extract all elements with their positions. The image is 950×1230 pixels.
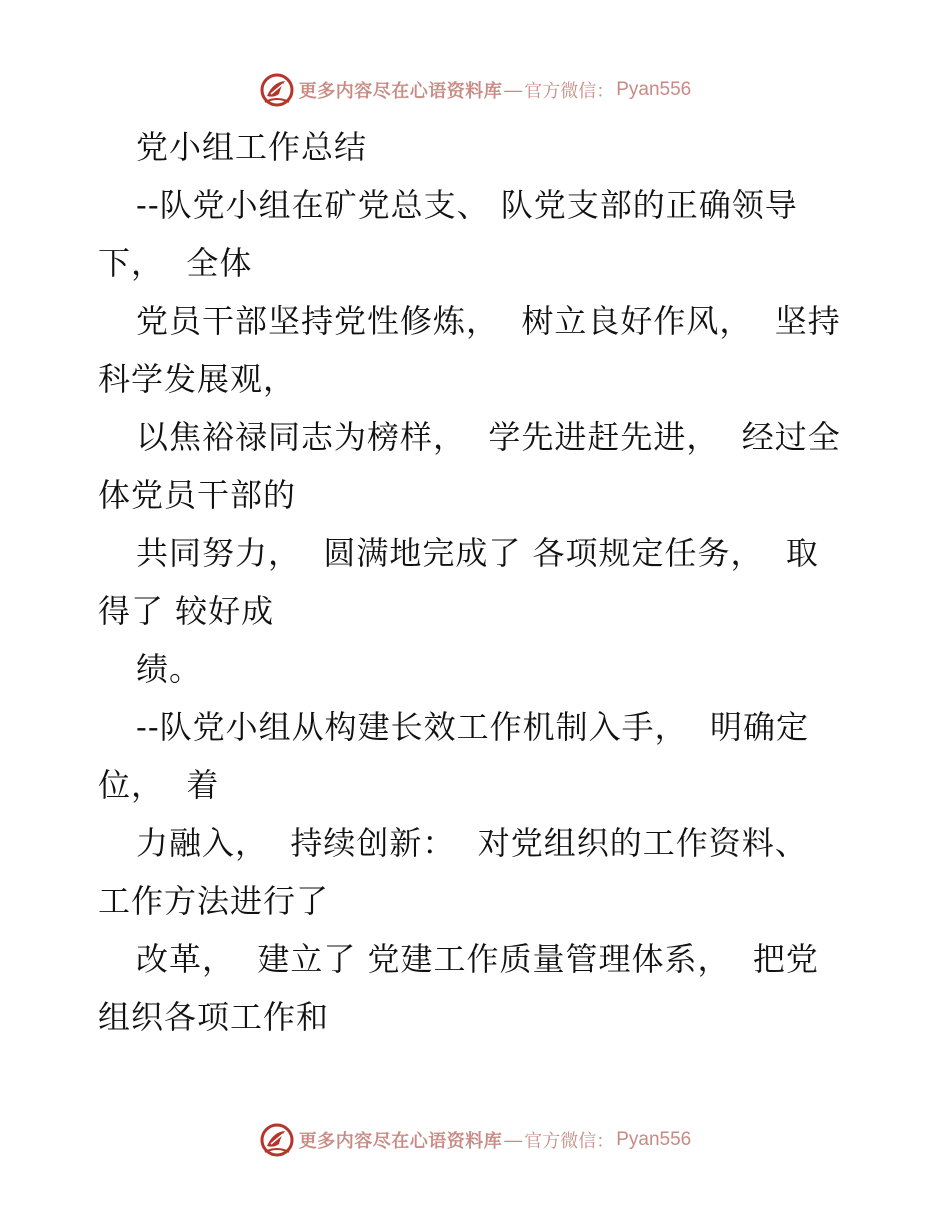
brand-logo-icon xyxy=(259,1122,295,1158)
watermark-wechat-label: 官方微信： xyxy=(524,1131,615,1152)
watermark-wechat-id: Pyan556 xyxy=(616,79,692,100)
paragraph-line: 以焦裕禄同志为榜样， 学先进赶先进， 经过全 xyxy=(136,418,841,456)
brand-logo-icon xyxy=(259,72,295,108)
paragraph-line: 共同努力， 圆满地完成了 各项规定任务， 取 xyxy=(136,534,819,572)
paragraph-line: 得了 较好成 xyxy=(98,592,275,630)
watermark-brand-text: 更多内容尽在心语资料库 xyxy=(298,81,503,102)
paragraph-line: 体党员干部的 xyxy=(98,476,297,514)
document-title: 党小组工作总结 xyxy=(136,128,368,166)
paragraph-line: --队党小组从构建长效工作机制入手， 明确定 xyxy=(136,708,809,746)
paragraph-line: 位， 着 xyxy=(98,766,220,804)
paragraph-line: 工作方法进行了 xyxy=(98,882,330,920)
paragraph-line: 下， 全体 xyxy=(98,244,253,282)
paragraph-line: 党员干部坚持党性修炼， 树立良好作风， 坚持 xyxy=(136,302,841,340)
paragraph-line: 力融入， 持续创新： 对党组织的工作资料、 xyxy=(136,824,808,862)
paragraph-line: 改革， 建立了 党建工作质量管理体系， 把党 xyxy=(136,940,819,978)
paragraph-line: 绩。 xyxy=(136,650,203,688)
paragraph-line: --队党小组在矿党总支、 队党支部的正确领导 xyxy=(136,186,798,224)
header-watermark xyxy=(0,70,950,110)
watermark-dash: — xyxy=(504,79,523,100)
paragraph-line: 科学发展观， xyxy=(98,360,297,398)
paragraph-line: 组织各项工作和 xyxy=(98,998,330,1036)
watermark-wechat-id: Pyan556 xyxy=(616,1129,692,1150)
watermark-dash: — xyxy=(504,1129,523,1150)
watermark-brand-text: 更多内容尽在心语资料库 xyxy=(298,1131,503,1152)
footer-watermark xyxy=(0,1120,950,1160)
watermark-wechat-label: 官方微信： xyxy=(524,81,615,102)
